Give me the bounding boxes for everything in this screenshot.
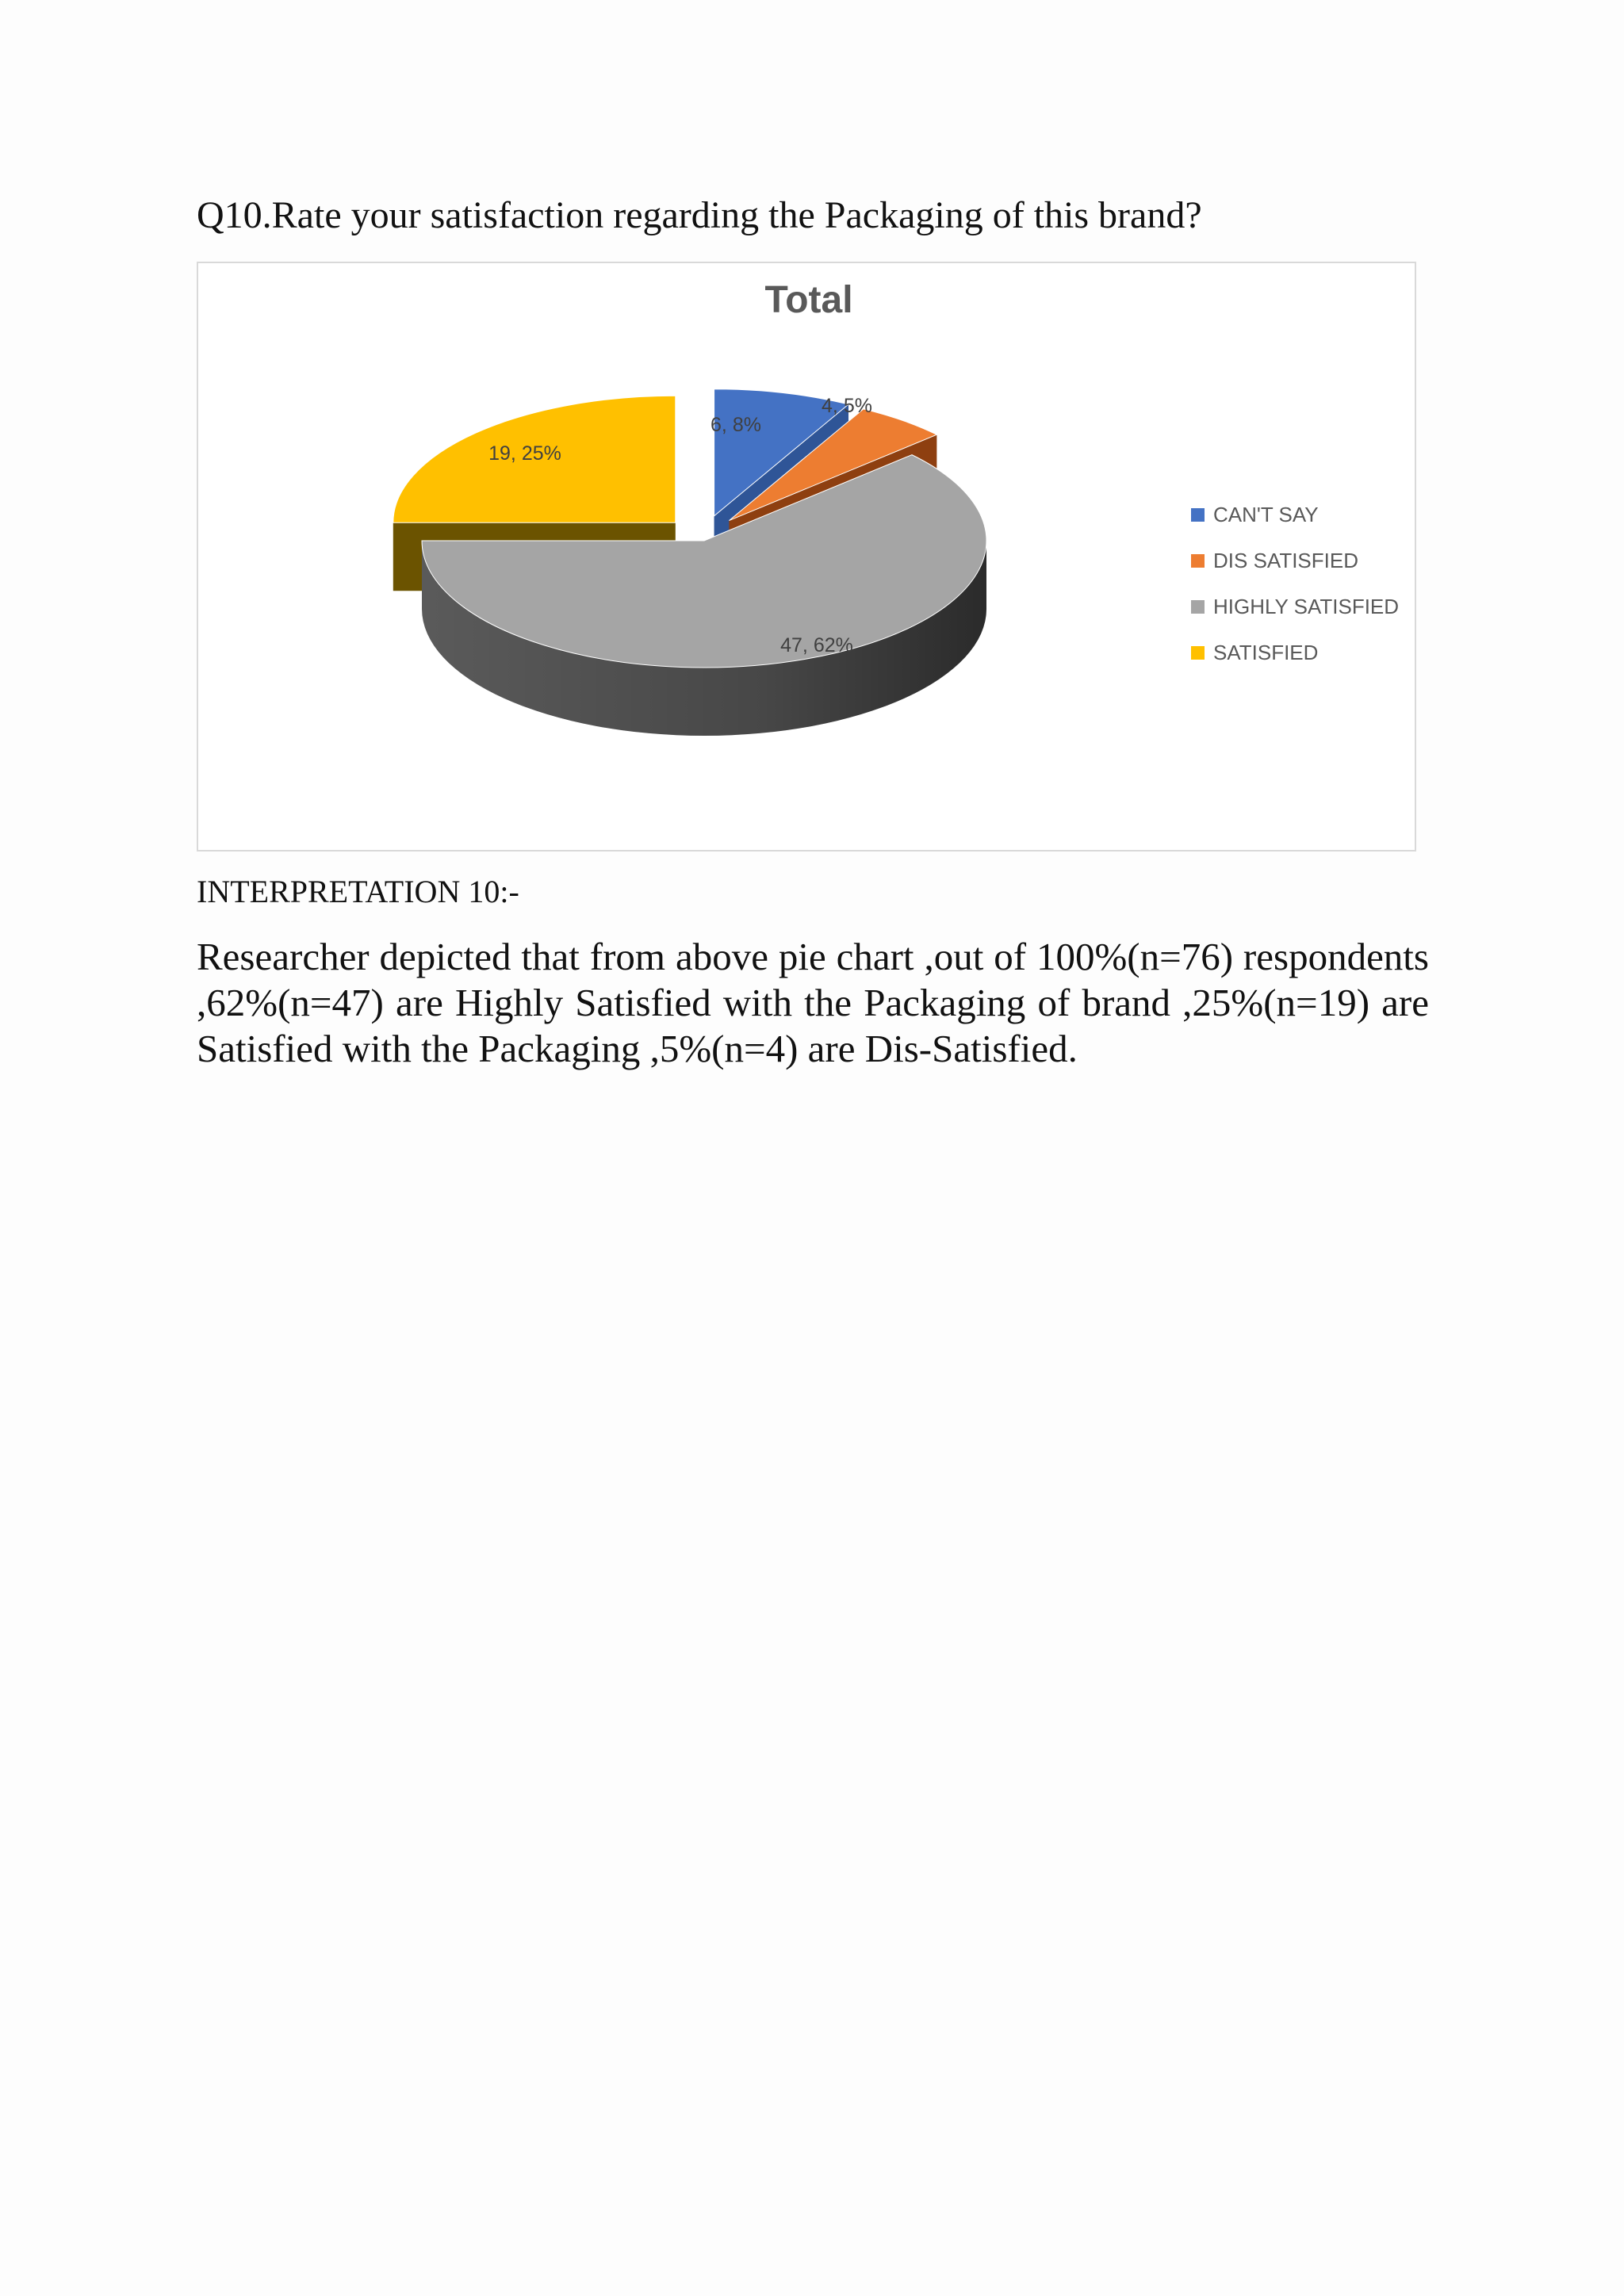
- interpretation-heading: INTERPRETATION 10:-: [197, 874, 519, 909]
- chart-legend: [1191, 503, 1399, 664]
- data-label: 47, 62%: [780, 634, 853, 656]
- legend-item: SATISFIED: [1213, 641, 1319, 664]
- data-label: 19, 25%: [488, 442, 561, 465]
- pie-chart-panel: [197, 262, 1416, 851]
- legend-swatch: [1191, 508, 1205, 522]
- data-label: 4, 5%: [822, 395, 872, 417]
- legend-swatch: [1191, 646, 1205, 660]
- legend-swatch: [1191, 600, 1205, 614]
- legend-item: CAN'T SAY: [1213, 503, 1319, 526]
- chart-title: Total: [764, 279, 853, 321]
- question-heading: Q10.Rate your satisfaction regarding the Packaging of this brand?: [197, 194, 1202, 236]
- pie-slices: [393, 389, 986, 736]
- interpretation-text: Researcher depicted that from above pie chart ,out of 100%(n=76) respondents ,62%(n=47) are Highly Satisfied with the Packaging of brand ,25%(n=19) are Satisfied with the Packaging ,5%(n=4) are Dis-Satisfied.: [197, 935, 1429, 1070]
- legend-item: HIGHLY SATISFIED: [1213, 595, 1400, 618]
- legend-swatch: [1191, 554, 1205, 568]
- data-label: 6, 8%: [710, 414, 761, 436]
- pie-chart: [198, 263, 1415, 850]
- legend-item: DIS SATISFIED: [1213, 549, 1358, 572]
